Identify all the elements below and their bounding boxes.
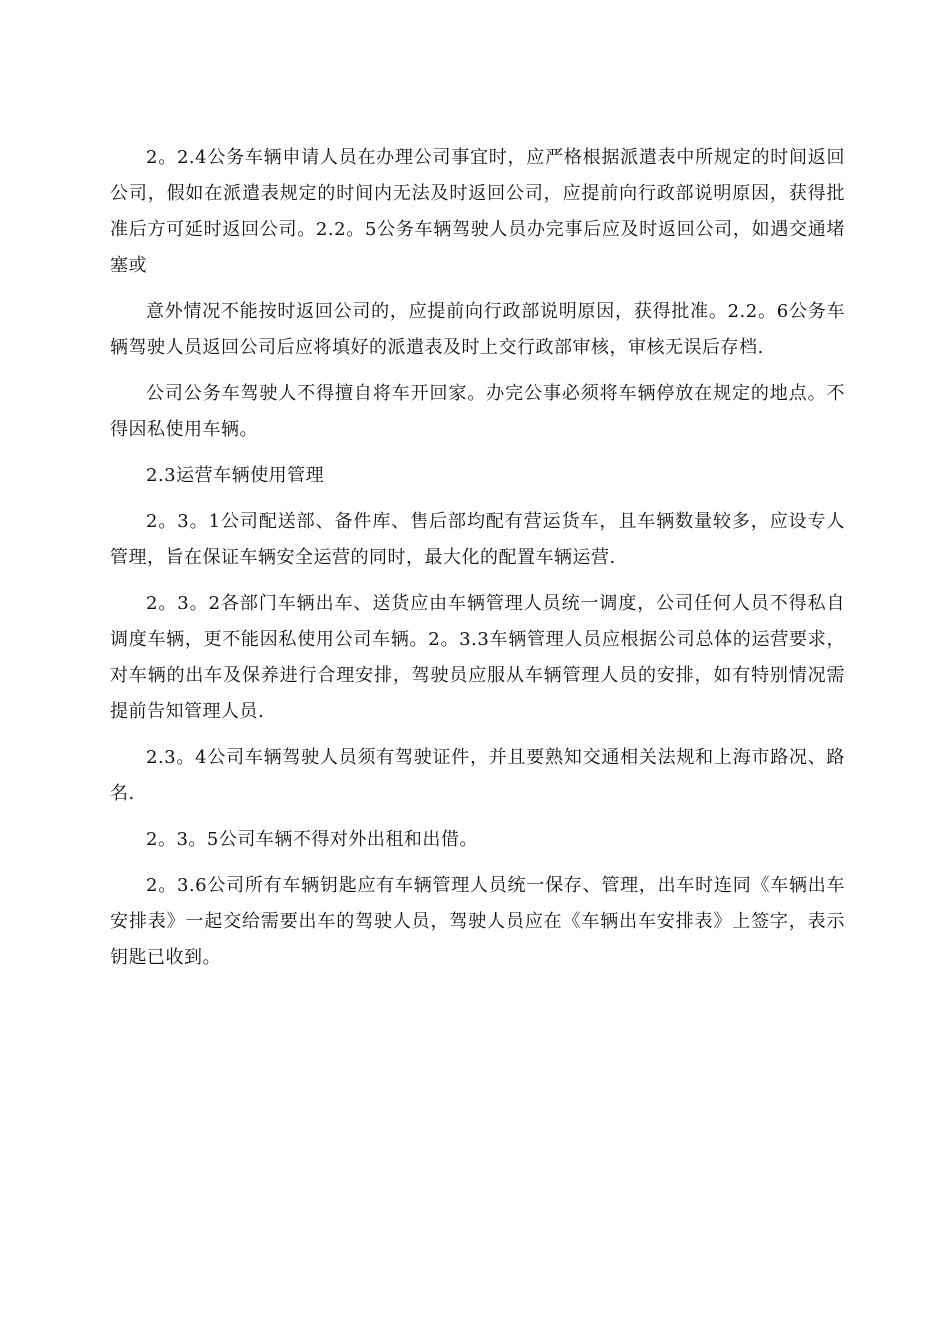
section-heading-2-3: 2.3运营车辆使用管理: [146, 465, 325, 486]
document-body: [110, 140, 845, 986]
paragraph-2-3-4: 2.3。4公司车辆驾驶人员须有驾驶证件，并且要熟知交通相关法规和上海市路况、路名.: [110, 747, 845, 804]
paragraph-2-3-2: 2。3。2各部门车辆出车、送货应由车辆管理人员统一调度，公司任何人员不得私自调度车辆，更不能因私使用公司车辆。2。3.3车辆管理人员应根据公司总体的运营要求，对车辆的出车及保养进行合理安排，驾驶员应服从车辆管理人员的安排，如有特别情况需提前告知管理人员.: [110, 593, 845, 722]
paragraph-2-3-6: 2。3.6公司所有车辆钥匙应有车辆管理人员统一保存、管理，出车时连同《车辆出车安排表》一起交给需要出车的驾驶人员，驾驶人员应在《车辆出车安排表》上签字，表示钥匙已收到。: [110, 875, 845, 968]
paragraph-2-3-1: 2。3。1公司配送部、备件库、售后部均配有营运货车，且车辆数量较多，应设专人管理，旨在保证车辆安全运营的同时，最大化的配置车辆运营.: [110, 511, 845, 568]
paragraph-2-2-6: 意外情况不能按时返回公司的，应提前向行政部说明原因，获得批准。2.2。6公务车辆驾驶人员返回公司后应将填好的派遣表及时上交行政部审核，审核无误后存档.: [110, 301, 845, 358]
paragraph-2-2-4: 2。2.4公务车辆申请人员在办理公司事宜时，应严格根据派遣表中所规定的时间返回公司，假如在派遣表规定的时间内无法及时返回公司，应提前向行政部说明原因，获得批准后方可延时返回公司。2.2。5公务车辆驾驶人员办完事后应及时返回公司，如遇交通堵塞或: [110, 147, 845, 276]
paragraph-2-3-5: 2。3。5公司车辆不得对外出租和出借。: [146, 829, 478, 850]
paragraph-private-use: 公司公务车驾驶人不得擅自将车开回家。办完公事必须将车辆停放在规定的地点。不得因私使用车辆。: [110, 383, 845, 440]
